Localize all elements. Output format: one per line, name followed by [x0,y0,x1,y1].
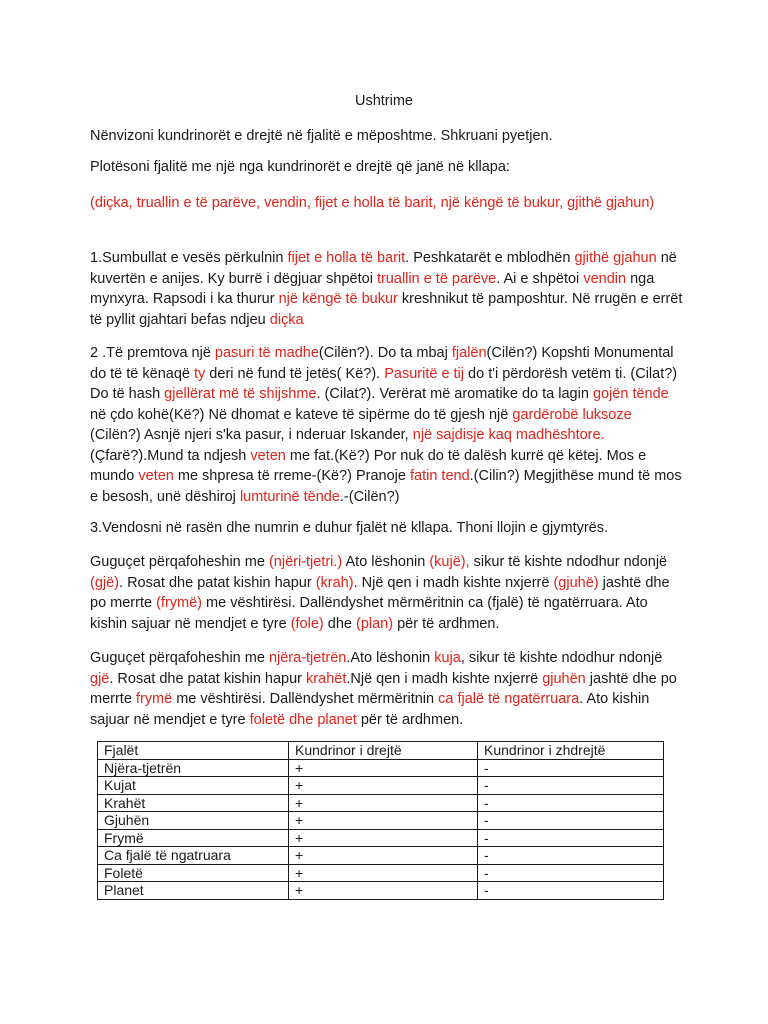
table-row [98,777,664,795]
table-header-cell: Kundrinor i drejtë [289,742,478,760]
text-segment: . Ai e shpëtoi [496,270,584,287]
table-cell: Njëra-tjetrën [98,759,289,777]
highlighted-answer: (gjuhë) [553,574,599,591]
exercise-2-paragraph [90,343,686,507]
text-segment: nga mynxyra. Rapsodi i ka thurur [90,270,655,307]
table-row [98,812,664,830]
highlighted-answer: kuja [434,650,461,666]
word-classification-table [97,741,664,900]
table-cell: - [478,759,664,777]
highlighted-answer: gjë [90,670,110,687]
text-segment: me vështirësi. Dallëndyshet mërmëritnin [172,691,439,707]
table-header-cell: Kundrinor i zhdrejtë [478,742,664,760]
page-title: Ushtrime [354,93,413,109]
text-segment: . Rosat dhe patat kishin hapur [109,670,307,687]
highlighted-answer: frymë [135,691,173,707]
highlighted-answer: fatin tend [409,468,470,484]
highlighted-answer: (plan) [355,615,394,632]
text-segment: në kuvertën e anijes. Ky burrë i dëgjuar shpëtoi [90,250,677,287]
text-segment: sikur të kishte ndodhur ndonjë [469,554,668,570]
highlighted-answer: fjalën [451,345,487,361]
highlighted-answer: fijet e holla të barit [287,250,406,266]
highlighted-answer: (njëri-tjetri.) [268,554,343,570]
highlighted-answer: (gjë) [90,574,120,591]
answer-options: (diçka, truallin e të parëve, vendin, fijet e holla të barit, një këngë të bukur, gjithë gjahun) [90,195,655,211]
table-cell: + [289,847,478,865]
highlighted-answer: një sajdisje kaq madhështore. [412,427,605,443]
table-cell: - [478,812,664,830]
table-cell: Kujat [98,777,289,795]
table-cell: - [478,882,664,900]
table-cell: Planet [98,882,289,900]
highlighted-answer: gojën tënde [592,386,669,402]
table-cell: + [289,864,478,882]
highlighted-answer: ty [194,365,206,382]
text-segment: Ato lëshonin [342,554,430,570]
table-cell: Gjuhën [98,812,289,830]
text-segment: me shpresa të rreme-(Kë?) Pranoje [173,468,410,484]
exercise-3-answer-paragraph [90,648,686,730]
table-header-cell: Fjalët [98,742,289,760]
text-segment: (Cilën?) Kopshti Monumental do të të kënaqë [90,345,674,382]
text-segment: (Cilën?). Do ta mbaj [318,345,452,361]
text-segment: . Një qen i madh kishte nxjerrë [353,574,554,591]
highlighted-answer: krahët [306,670,347,687]
table-cell: + [289,882,478,900]
table-cell: Krahët [98,794,289,812]
highlighted-answer: veten [250,447,286,464]
text-segment: jashtë dhe po merrte [90,670,677,707]
text-segment: për të ardhmen. [393,615,500,632]
exercise-3-title: 3.Vendosni në rasën dhe numrin e duhur fjalët në kllapa. Thoni llojin e gjymtyrës. [90,520,609,536]
text-segment: do t'i përdorësh vetëm ti. (Cilat?) Do të hash [90,365,678,402]
table-cell: - [478,794,664,812]
text-segment: 2 .Të premtova një [90,345,215,361]
text-segment: .Ato lëshonin [346,650,435,666]
table-cell: - [478,777,664,795]
text-segment: jashtë dhe po merrte [90,574,670,611]
text-segment: . (Cilat?). Verërat më aromatike do ta lagin [316,386,593,402]
highlighted-answer: gjuhën [542,670,586,687]
exercise-1-paragraph [90,248,686,330]
highlighted-answer: (frymë) [156,595,203,611]
table-cell: + [289,777,478,795]
table-cell: - [478,847,664,865]
highlighted-answer: (krah) [315,574,354,591]
text-segment: .(Cilin?) Megjithëse mund të mos e besosh, unë dëshiroj [90,468,682,505]
text-segment: deri në fund të jetës( Kë?). [205,365,385,382]
table-row [98,864,664,882]
text-segment: (Çfarë?).Mund ta ndjesh [90,447,251,464]
table-cell: + [289,759,478,777]
text-segment: kreshnikut të pamposhtur. Në rrugën e errët të pyllit gjahtari befas ndjeu [90,291,683,328]
highlighted-answer: gjellërat më të shijshme [164,386,317,402]
highlighted-answer: truallin e të parëve [376,270,497,287]
text-segment: .Një qen i madh kishte nxjerrë [346,670,543,687]
instruction-complete: Plotësoni fjalitë me një nga kundrinorët e drejtë që janë në kllapa: [90,159,510,175]
text-segment: Guguçet përqafoheshin me [90,554,269,570]
table-header-row [98,742,664,760]
text-segment: dhe [323,615,356,632]
highlighted-answer: gardërobë luksoze [512,406,632,423]
table-cell: - [478,864,664,882]
highlighted-answer: njëra-tjetrën [268,650,347,666]
text-segment: me vështirësi. Dallëndyshet mërmëritnin ca (fjalë) të ngatërruara. Ato kishin sajuar në mendjet e tyre [90,595,648,632]
instruction-underline: Nënvizoni kundrinorët e drejtë në fjalitë e mëposhtme. Shkruani pyetjen. [90,128,553,144]
table-row [98,882,664,900]
text-segment: , sikur të kishte ndodhur ndonjë [460,650,663,666]
text-segment: . Peshkatarët e mblodhën [405,250,575,266]
highlighted-answer: foletë dhe planet [249,711,357,728]
table-cell: Ca fjalë të ngatruara [98,847,289,865]
table-row [98,847,664,865]
table-cell: Foletë [98,864,289,882]
highlighted-answer: një këngë të bukur [278,291,398,307]
text-segment: në çdo kohë(Kë?) Në dhomat e kateve të sipërme do të gjesh një [90,406,513,423]
table-row [98,759,664,777]
table-row [98,829,664,847]
text-segment: 1.Sumbullat e vesës përkulnin [90,250,288,266]
table-row [98,794,664,812]
highlighted-answer: (kujë), [429,554,470,570]
highlighted-answer: ca fjalë të ngatërruara [438,691,580,707]
table-cell: + [289,794,478,812]
highlighted-answer: (fole) [290,615,324,632]
highlighted-answer: diçka [269,311,304,328]
highlighted-answer: pasuri të madhe [214,345,319,361]
table-cell: + [289,812,478,830]
table-cell: + [289,829,478,847]
table-cell: - [478,829,664,847]
highlighted-answer: veten [138,468,174,484]
text-segment: Guguçet përqafoheshin me [90,650,269,666]
table-cell: Frymë [98,829,289,847]
text-segment: . Ato kishin sajuar në mendjet e tyre [90,691,650,728]
highlighted-answer: lumturinë tënde [239,488,340,505]
text-segment: . Rosat dhe patat kishin hapur [119,574,316,591]
text-segment: (Cilën?) Asnjë njeri s'ka pasur, i nderuar Iskander, [90,427,413,443]
text-segment: për të ardhmen. [356,711,464,728]
text-segment: me fat.(Kë?) Por nuk do të dalësh kurrë që këtej. Mos e mundo [90,447,647,484]
highlighted-answer: vendin [583,270,627,287]
highlighted-answer: gjithë gjahun [574,250,657,266]
text-segment: .-(Cilën?) [339,488,400,505]
exercise-3-prompt-paragraph [90,552,686,634]
highlighted-answer: Pasuritë e tij [384,365,465,382]
